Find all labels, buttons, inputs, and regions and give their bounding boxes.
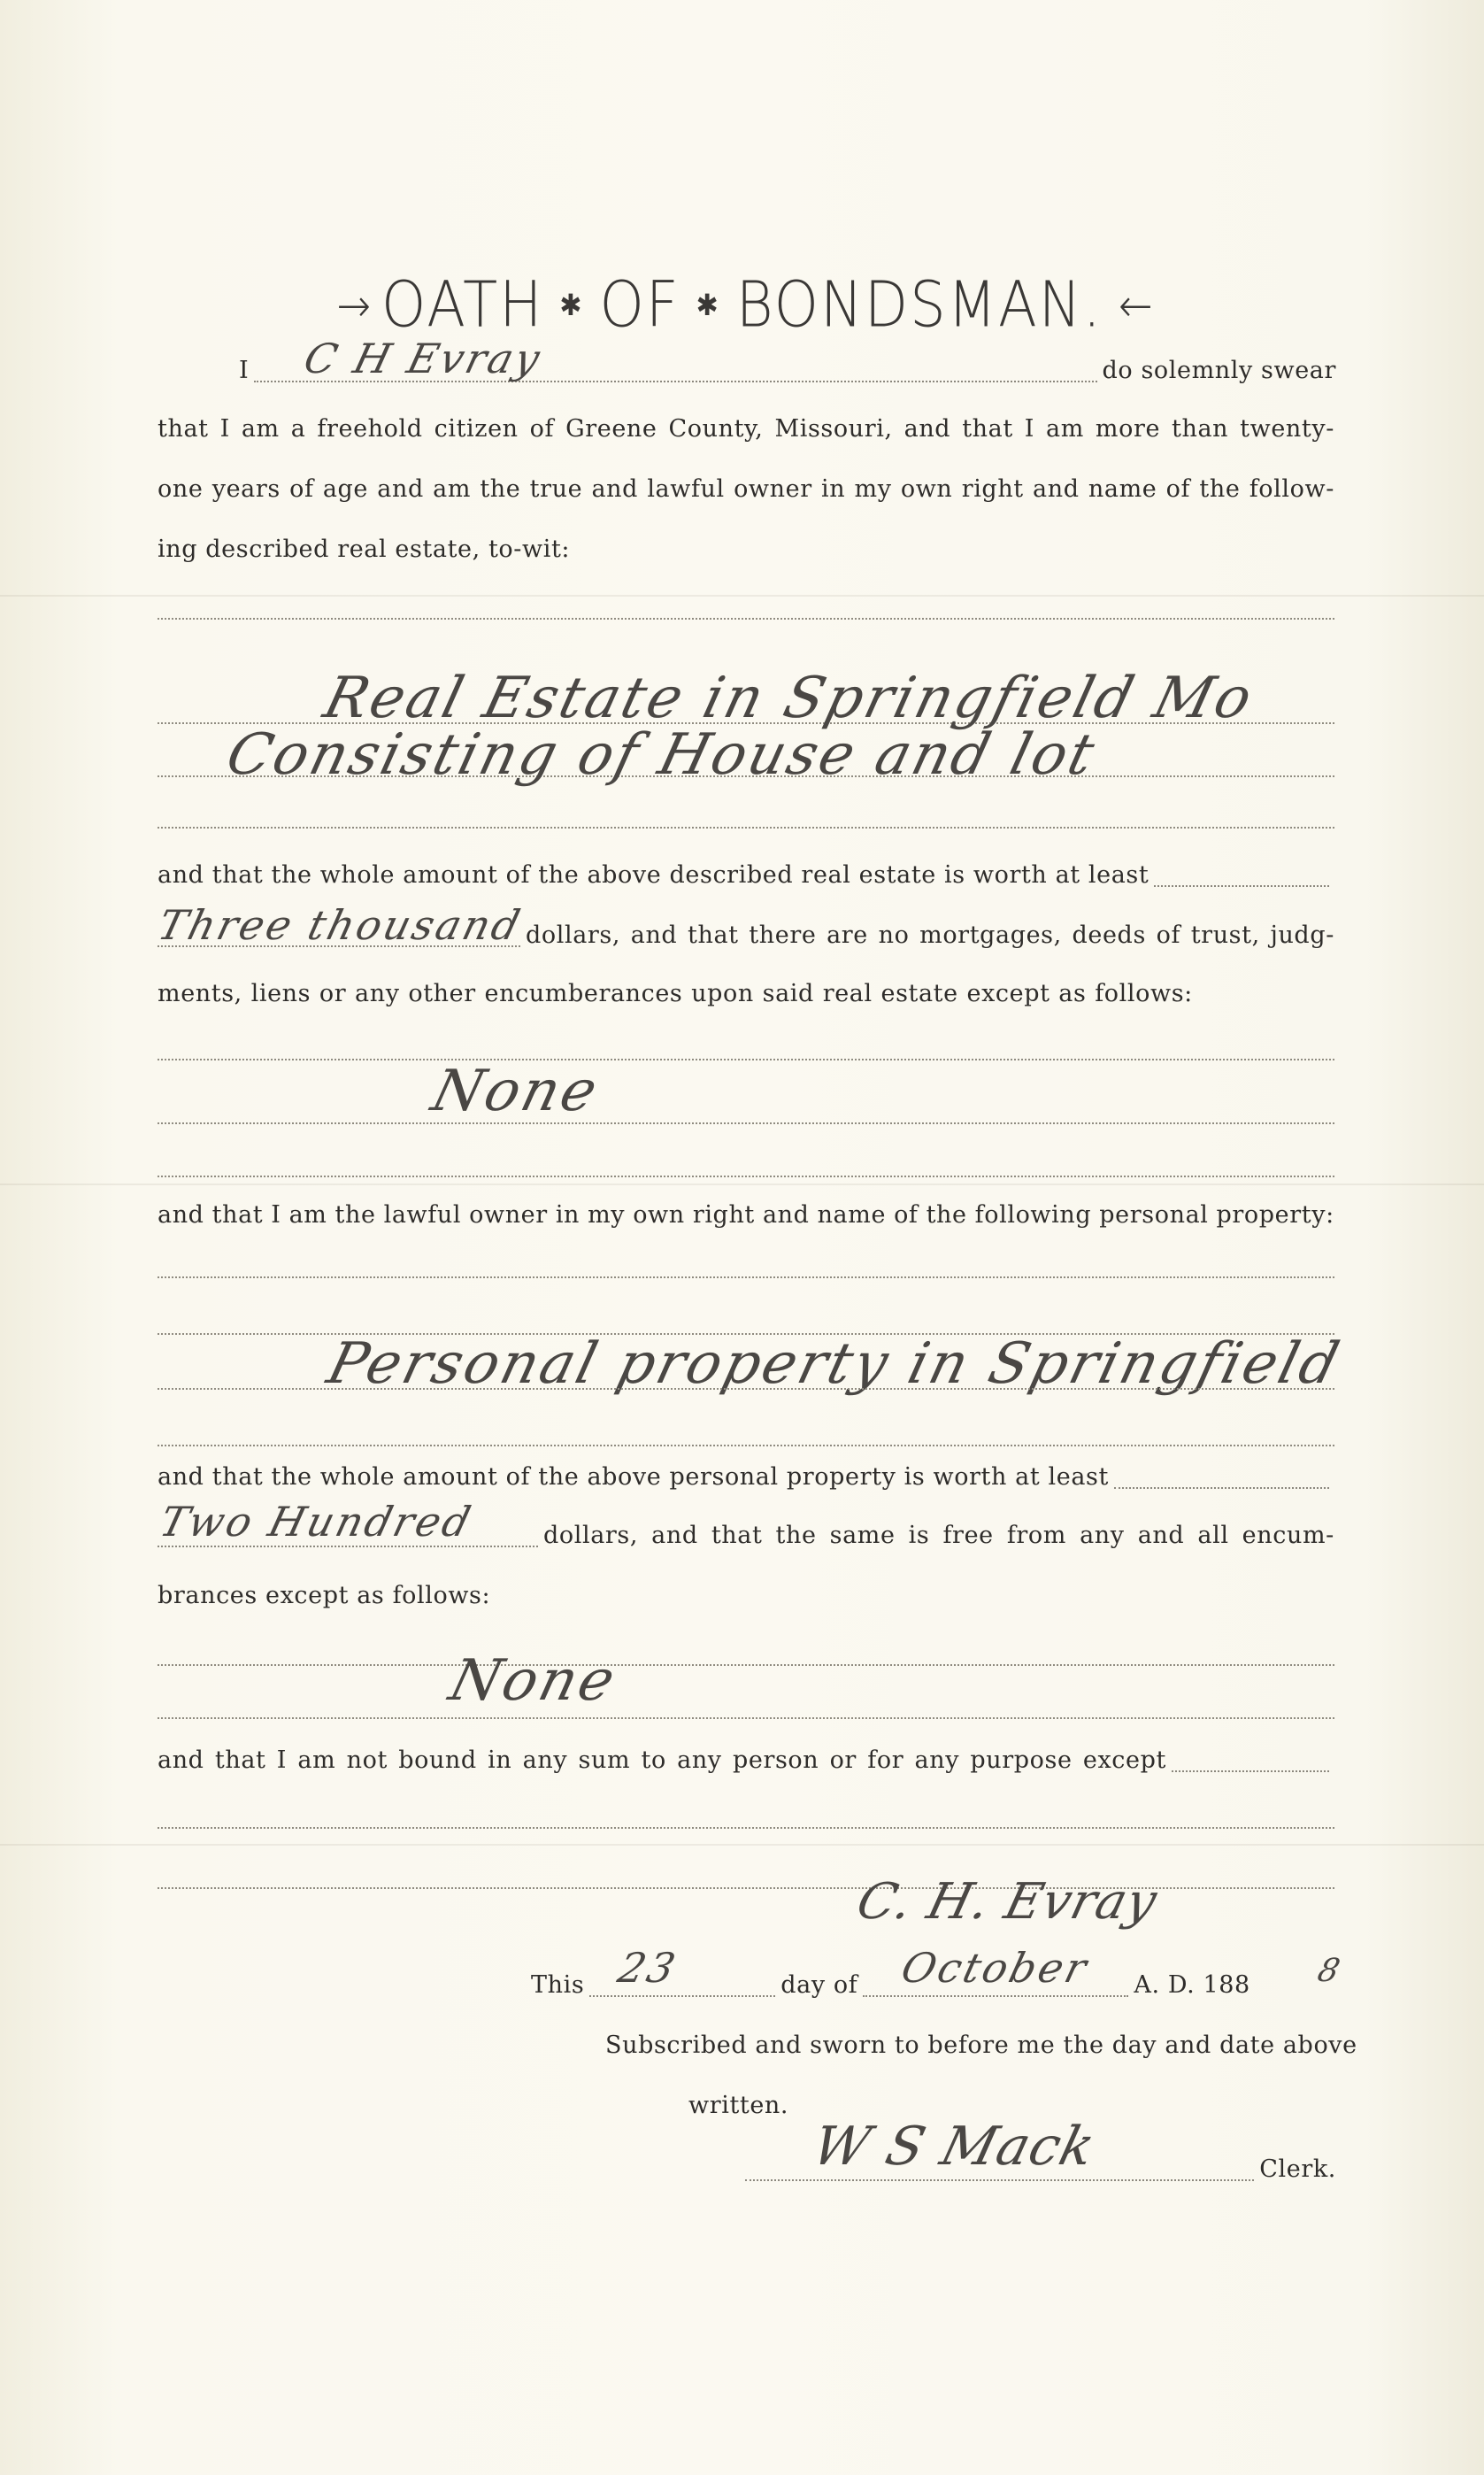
form-word: except [966, 980, 1050, 1007]
arrow-left-ornament: ← [1118, 278, 1148, 333]
form-word: property: [1216, 1201, 1334, 1229]
real-estate-worth-line [158, 855, 1334, 896]
worth-blank [1114, 1459, 1329, 1489]
brances-line: brances except as follows: [158, 1582, 491, 1609]
personal-worth-line [158, 1457, 1334, 1498]
form-word: real [822, 980, 873, 1007]
form-word: own [900, 475, 953, 503]
form-word: any [1080, 1522, 1125, 1549]
title-word: BONDSMAN. [735, 268, 1103, 343]
form-word: any [355, 980, 400, 1007]
fold-crease [0, 1844, 1484, 1846]
form-word: twenty- [1240, 415, 1334, 443]
form-word: no [878, 921, 910, 949]
form-word: the [334, 1201, 376, 1229]
form-word: am [288, 1201, 327, 1229]
form-word: as [1058, 980, 1087, 1007]
form-word: in [820, 475, 846, 503]
handwritten-personal-property: Personal property in Springfield [320, 1331, 1348, 1397]
form-word: citizen [434, 415, 519, 443]
form-word: upon [691, 980, 754, 1007]
form-word: in [555, 1201, 581, 1229]
form-word: from [1006, 1522, 1066, 1549]
liens-text [158, 974, 1193, 1014]
form-word: for [867, 1746, 904, 1774]
liens-line [158, 974, 1334, 1014]
handwritten-real-estate-2: Consisting of House and lot [219, 722, 1103, 788]
mortgage-text [526, 915, 1334, 956]
form-word: same [829, 1522, 896, 1549]
dotted-rule [158, 1176, 1334, 1177]
form-word: is [908, 1522, 930, 1549]
form-word: and [1137, 1522, 1185, 1549]
form-word: and [903, 415, 951, 443]
form-word: judg- [1270, 921, 1334, 949]
handwritten-pp-amount: Two Hundred [155, 1498, 478, 1546]
fold-crease [0, 1184, 1484, 1185]
dotted-rule [158, 1388, 1334, 1390]
form-word: a [290, 415, 306, 443]
form-word: and [762, 1201, 810, 1229]
form-word: there [749, 921, 817, 949]
handwritten-pp-encumbrances: None [442, 1648, 624, 1714]
form-word: that [711, 1522, 763, 1549]
form-text: and that the whole amount of the above personal property is worth at least [158, 1463, 1109, 1491]
form-word: freehold [317, 415, 423, 443]
form-word: than [1172, 415, 1229, 443]
oath-line-2 [158, 409, 1334, 450]
form-word: lawful [647, 475, 725, 503]
form-word: the [1199, 475, 1241, 503]
form-word: am [1046, 415, 1084, 443]
form-word: my [854, 475, 892, 503]
form-word: follows: [1095, 980, 1193, 1007]
form-word: of [289, 475, 314, 503]
form-word: sum [578, 1746, 631, 1774]
title-word: OATH [381, 268, 544, 343]
form-word: mortgages, [919, 921, 1062, 949]
form-word: I [219, 415, 230, 443]
form-word: and [377, 475, 424, 503]
form-word: person [732, 1746, 819, 1774]
handwritten-amount: Three thousand [153, 901, 527, 949]
form-word: deeds [1072, 921, 1146, 949]
handwritten-name: C H Evray [299, 335, 548, 382]
form-word: years [211, 475, 281, 503]
not-bound-line [158, 1740, 1334, 1781]
form-word: am [433, 475, 472, 503]
clerk-signature: W S Mack [806, 2116, 1102, 2178]
form-text: Clerk. [1259, 2155, 1336, 2183]
form-text: I [239, 357, 250, 384]
form-word: County, [668, 415, 764, 443]
form-word: of [529, 415, 555, 443]
form-word: purpose [970, 1746, 1073, 1774]
form-text: do solemnly swear [1102, 357, 1336, 384]
form-word: my [588, 1201, 626, 1229]
handwritten-month: October [896, 1944, 1095, 1992]
form-word: of [1156, 921, 1181, 949]
form-word: right [692, 1201, 755, 1229]
form-word: following [974, 1201, 1092, 1229]
form-word: I [1024, 415, 1035, 443]
form-word: personal [1099, 1201, 1209, 1229]
form-word: lawful [383, 1201, 462, 1229]
form-text: This [531, 1971, 585, 1999]
title-word: OF [599, 268, 680, 343]
form-word: not [346, 1746, 388, 1774]
form-word: liens [250, 980, 311, 1007]
form-word: more [1095, 415, 1161, 443]
form-word: trust, [1190, 921, 1260, 949]
dotted-rule [158, 618, 1334, 620]
form-word: dollars, [543, 1522, 639, 1549]
form-word: of [1165, 475, 1191, 503]
form-word: I [276, 1746, 288, 1774]
form-word: said [762, 980, 814, 1007]
form-word: any [914, 1746, 960, 1774]
form-word: the [926, 1201, 967, 1229]
form-word: owner [469, 1201, 548, 1229]
handwritten-real-estate-1: Real Estate in Springfield Mo [317, 666, 1261, 731]
oath-line-4: ing described real estate, to-wit: [158, 536, 571, 563]
form-word: of [894, 1201, 919, 1229]
form-text: A. D. 188 [1134, 1971, 1250, 1999]
form-word: true [529, 475, 583, 503]
dotted-rule [158, 1827, 1334, 1829]
form-word: the [775, 1522, 817, 1549]
form-word: own [633, 1201, 685, 1229]
form-word: age [322, 475, 368, 503]
document-title [0, 261, 1484, 351]
form-word: are [827, 921, 868, 949]
form-word: dollars, [526, 921, 621, 949]
dotted-rule [158, 1122, 1334, 1124]
form-word: that [211, 1201, 264, 1229]
form-word: all [1197, 1522, 1229, 1549]
form-word: that [214, 1746, 266, 1774]
form-word: to [641, 1746, 666, 1774]
bondsman-signature: C. H. Evray [850, 1873, 1164, 1931]
dotted-rule [158, 1276, 1334, 1278]
personal-owner-line [158, 1195, 1334, 1236]
form-word: name [1088, 475, 1157, 503]
form-word: and [158, 1746, 204, 1774]
encumbrance-text [543, 1515, 1334, 1556]
form-word: am [241, 415, 280, 443]
fold-crease [0, 595, 1484, 597]
dotted-rule [158, 1445, 1334, 1446]
not-bound-text [158, 1740, 1166, 1781]
form-word: that [158, 415, 209, 443]
form-word: and [630, 921, 678, 949]
form-word: follow- [1249, 475, 1334, 503]
star-ornament: ✱ [559, 288, 584, 323]
form-word: and [158, 1201, 204, 1229]
form-word: or [829, 1746, 857, 1774]
form-text: and that the whole amount of the above described real estate is worth at least [158, 861, 1150, 889]
form-word: any [677, 1746, 722, 1774]
form-word: I [271, 1201, 281, 1229]
form-word: except [1082, 1746, 1166, 1774]
form-word: one [158, 475, 204, 503]
subscribed-line: Subscribed and sworn to before me the day and date above [605, 2032, 1357, 2059]
form-word: ments, [158, 980, 242, 1007]
form-word: right [961, 475, 1024, 503]
dotted-rule [158, 827, 1334, 829]
form-word: free [942, 1522, 994, 1549]
form-text: day of [780, 1971, 858, 1999]
form-word: and [1033, 475, 1080, 503]
written-line: written. [688, 2092, 789, 2119]
form-word: encum- [1242, 1522, 1334, 1549]
form-word: am [297, 1746, 336, 1774]
form-word: encumberances [484, 980, 683, 1007]
form-word: other [408, 980, 476, 1007]
form-word: or [319, 980, 347, 1007]
handwritten-encumbrances: None [425, 1059, 606, 1124]
handwritten-year-digit: 8 [1313, 1953, 1347, 1989]
dotted-rule [158, 1717, 1334, 1719]
form-word: name [817, 1201, 887, 1229]
form-word: bound [398, 1746, 477, 1774]
form-word: the [480, 475, 521, 503]
arrow-right-ornament: → [336, 278, 366, 333]
dotted-rule [158, 1664, 1334, 1666]
form-word: in [488, 1746, 512, 1774]
form-word: and [591, 475, 639, 503]
form-word: owner [734, 475, 812, 503]
except-blank [1172, 1742, 1329, 1772]
form-word: any [522, 1746, 568, 1774]
form-word: that [962, 415, 1013, 443]
form-word: that [688, 921, 739, 949]
form-word: Missouri, [774, 415, 893, 443]
handwritten-day: 23 [613, 1944, 683, 1992]
oath-line-3 [158, 469, 1334, 510]
form-word: and [651, 1522, 698, 1549]
form-word: estate [880, 980, 958, 1007]
dotted-rule [158, 1059, 1334, 1060]
worth-blank [1154, 857, 1329, 887]
form-word: Greene [565, 415, 657, 443]
star-ornament: ✱ [696, 288, 720, 323]
